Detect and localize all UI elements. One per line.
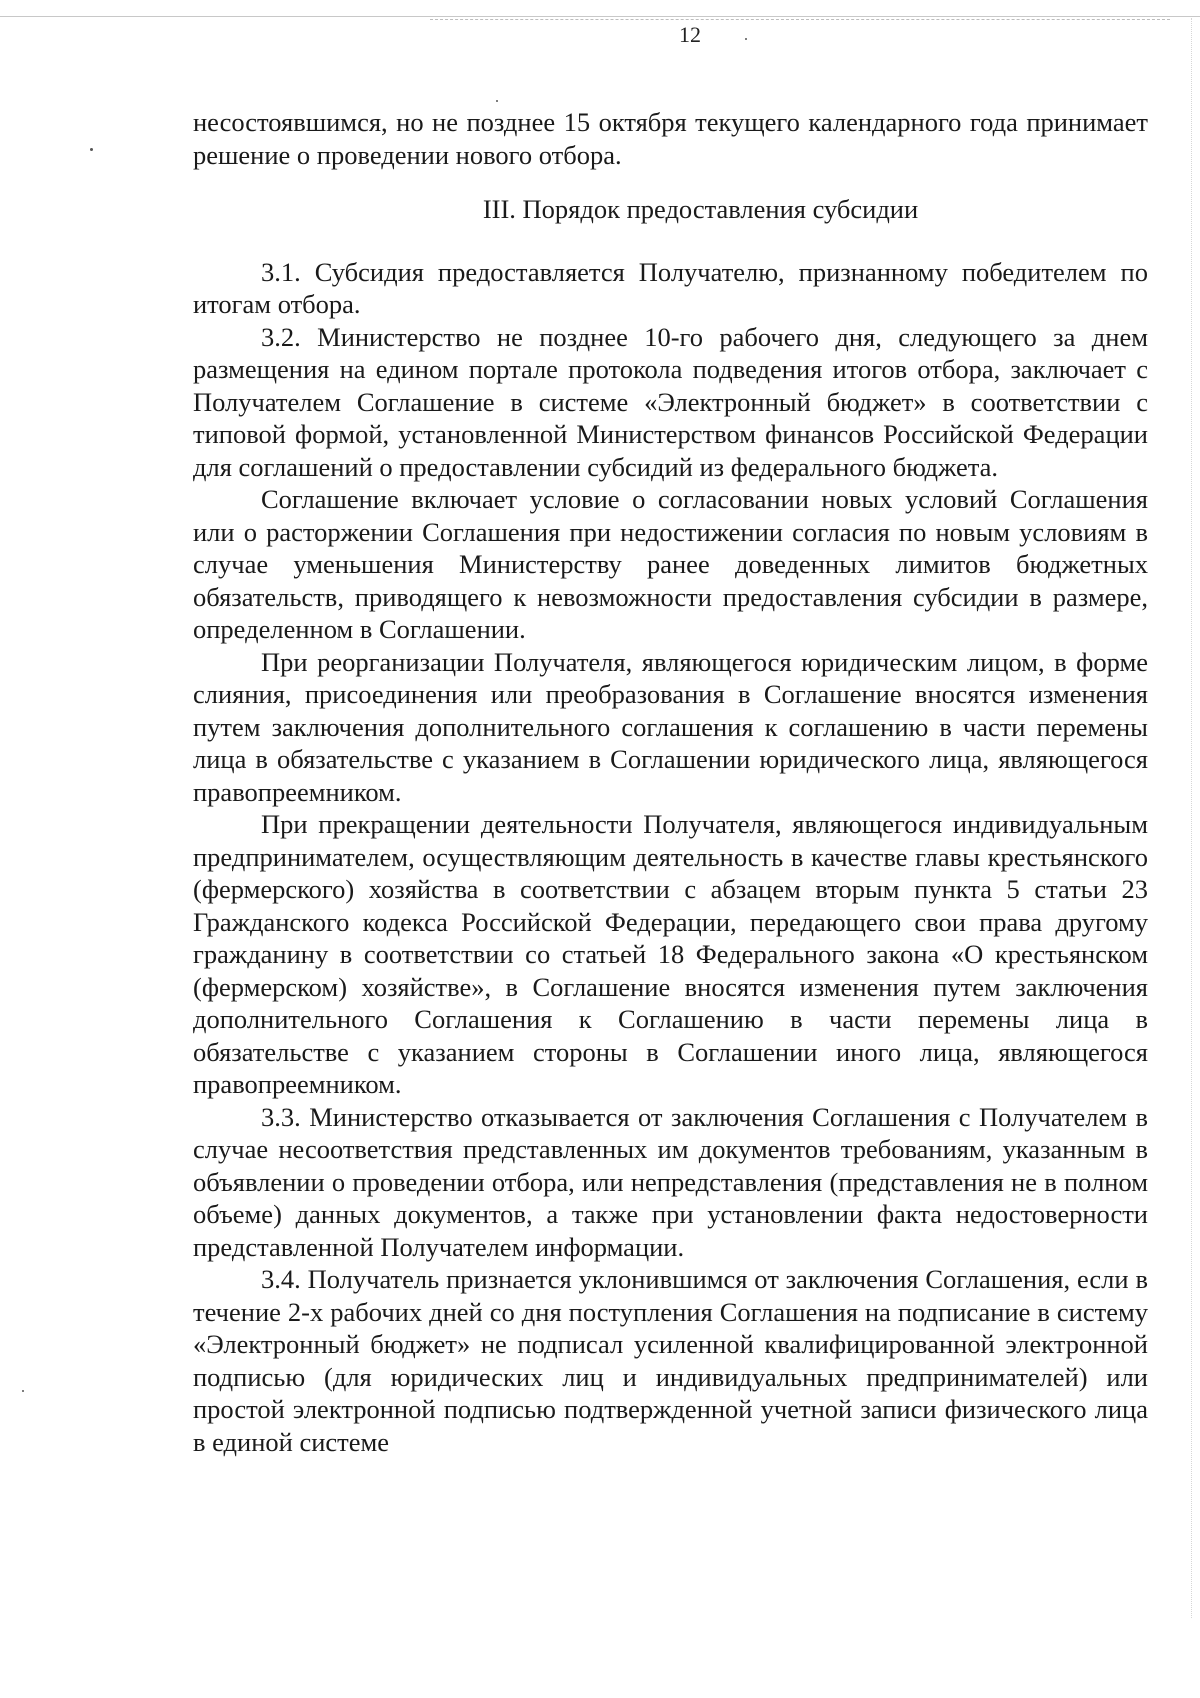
paragraph-agreement-terms: Соглашение включает условие о согласовании новых условий Соглашения или о расторжении Соглашения при недостижении согласия по новым условиям в случае уменьшения Министерству ранее доведенных лимитов бюджетных обязательств, приводящего к невозможности предоставления субсидии в размере, определенном в Соглашении. [193,484,1148,644]
scan-speck [22,1390,24,1392]
document-body [193,106,1148,1458]
scan-speck [496,100,498,102]
scan-top-edge [0,16,1200,17]
section-heading: III. Порядок предоставления субсидии [482,194,919,224]
paragraph-3-2: 3.2. Министерство не позднее 10-го рабочего дня, следующего за днем размещения на едином портале протокола подведения итогов отбора, заключает с Получателем Соглашение в системе «Электронный бюджет» в соответствии с типовой формой, установленной Министерством финансов Российской Федерации для соглашений о предоставлении субсидий из федерального бюджета. [193,321,1148,482]
scan-top-edge-dashed [430,19,1170,20]
paragraph-3-1: 3.1. Субсидия предоставляется Получателю, признанному победителем по итогам отбора. [193,256,1148,319]
page-number: 12 [679,22,701,47]
scan-right-edge [1191,18,1192,1618]
paragraph-continuation: несостоявшимся, но не позднее 15 октября текущего календарного года принимает решение о проведении нового отбора. [193,107,1148,170]
paragraph-3-3: 3.3. Министерство отказывается от заключения Соглашения с Получателем в случае несоответствия представленных им документов требованиям, указанным в объявлении о проведении отбора, или непредставления (представления не в полном объеме) данных документов, а также при установлении факта недостоверности представленной Получателем информации. [193,1101,1148,1262]
paragraph-3-4: 3.4. Получатель признается уклонившимся от заключения Соглашения, если в течение 2-х рабочих дней со дня поступления Соглашения на подписание в систему «Электронный бюджет» не подписал усиленной квалифицированной электронной подписью (для юридических лиц и индивидуальных предпринимателей) или простой электронной подписью подтвержденной учетной записи физического лица в единой системе [193,1264,1148,1457]
scan-speck [90,148,93,151]
paragraph-reorganization: При реорганизации Получателя, являющегося юридическим лицом, в форме слияния, присоединения или преобразования в Соглашение вносятся изменения путем заключения дополнительного соглашения к соглашению в части перемены лица в обязательстве с указанием в Соглашении юридического лица, являющегося правопреемником. [193,646,1148,807]
paragraph-termination: При прекращении деятельности Получателя, являющегося индивидуальным предпринимателем, осуществляющим деятельность в качестве главы крестьянского (фермерского) хозяйства в соответствии с абзацем вторым пункта 5 статьи 23 Гражданского кодекса Российской Федерации, передающего свои права другому гражданину в соответствии со статьей 18 Федерального закона «О крестьянском (фермерском) хозяйстве», в Соглашение вносятся изменения путем заключения дополнительного Соглашения к Соглашению в части перемены лица в обязательстве с указанием стороны в Соглашении иного лица, являющегося правопреемником. [193,809,1148,1099]
